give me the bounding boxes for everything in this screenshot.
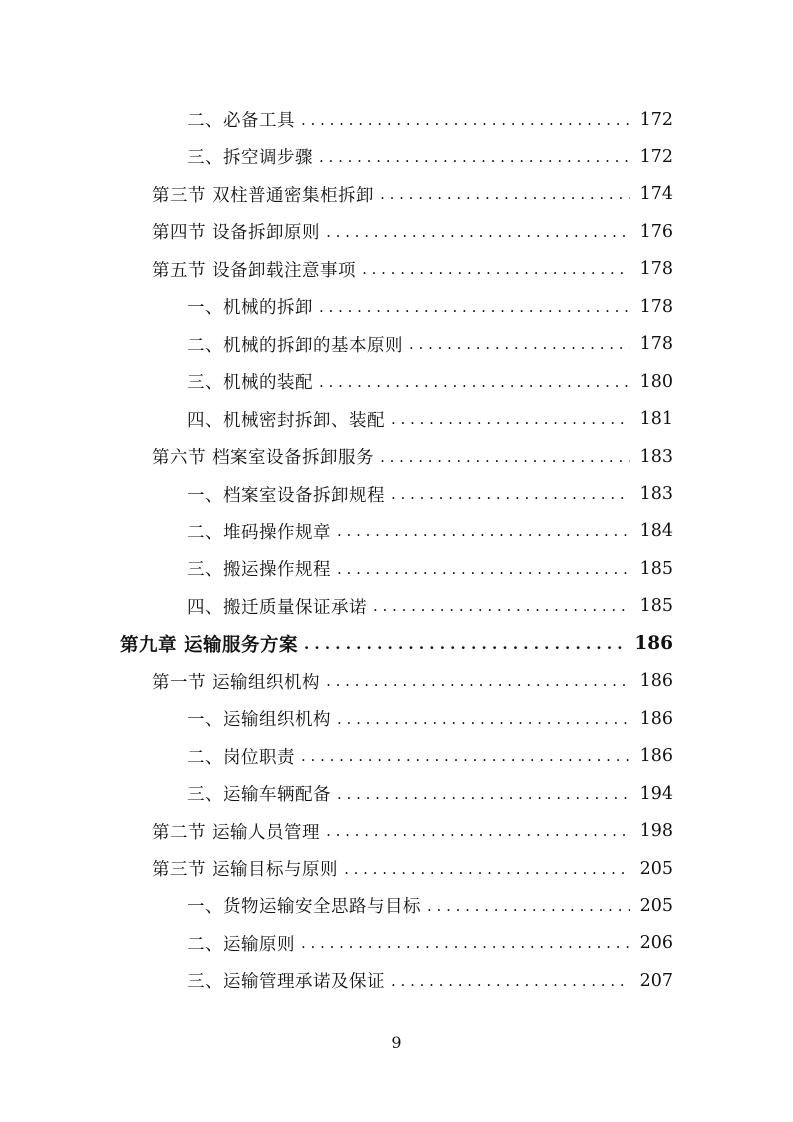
dot-leader xyxy=(337,522,630,540)
toc-entry-page: 178 xyxy=(639,259,673,280)
toc-entry-page: 194 xyxy=(639,783,673,804)
toc-chapter-entry[interactable] xyxy=(120,625,673,662)
toc-entry-page: 181 xyxy=(639,409,673,430)
toc-entry[interactable] xyxy=(152,176,673,213)
toc-entry-title: 第五节 设备卸载注意事项 xyxy=(152,260,357,281)
dot-leader xyxy=(380,185,630,203)
toc-entry[interactable] xyxy=(187,363,673,400)
toc-entry[interactable] xyxy=(152,438,673,475)
toc-entry[interactable] xyxy=(187,700,673,737)
toc-entry-page: 178 xyxy=(639,334,673,355)
dot-leader xyxy=(301,111,630,129)
toc-entry-title: 一、机械的拆卸 xyxy=(187,298,313,319)
toc-entry-title: 二、必备工具 xyxy=(187,111,295,131)
dot-leader xyxy=(391,410,630,428)
toc-entry-title: 第一节 运输组织机构 xyxy=(152,672,321,693)
toc-entry[interactable] xyxy=(187,588,673,625)
toc-entry[interactable] xyxy=(187,476,673,513)
toc-entry-title: 第三节 双柱普通密集柜拆卸 xyxy=(152,185,375,206)
toc-entry[interactable] xyxy=(187,326,673,363)
toc-entry[interactable] xyxy=(187,101,673,138)
toc-entry-title: 第六节 档案室设备拆卸服务 xyxy=(152,448,375,469)
toc-entry[interactable] xyxy=(187,288,673,325)
dot-leader xyxy=(326,672,630,690)
dot-leader xyxy=(326,822,630,840)
toc-entry-page: 205 xyxy=(639,895,673,916)
toc-entry-title: 第二节 运输人员管理 xyxy=(152,822,321,843)
toc-entry-page: 206 xyxy=(639,933,673,954)
toc-entry[interactable] xyxy=(152,813,673,850)
dot-leader xyxy=(427,897,630,915)
toc-entry-page: 186 xyxy=(634,633,673,655)
toc-entry-title: 三、机械的装配 xyxy=(187,373,313,394)
toc-entry-title: 一、运输组织机构 xyxy=(187,710,331,731)
toc-entry-page: 186 xyxy=(639,746,673,767)
toc-entry-title: 第三节 运输目标与原则 xyxy=(152,860,339,880)
toc-entry-title: 二、机械的拆卸的基本原则 xyxy=(187,335,403,356)
toc-entry-page: 186 xyxy=(639,671,673,692)
toc-entry-page: 183 xyxy=(639,484,673,504)
toc-entry[interactable] xyxy=(187,738,673,775)
dot-leader xyxy=(319,298,630,316)
toc-entry-title: 三、拆空调步骤 xyxy=(187,148,313,169)
dot-leader xyxy=(337,710,630,728)
dot-leader xyxy=(326,223,630,241)
page-number: 9 xyxy=(391,1033,402,1052)
dot-leader xyxy=(301,747,630,765)
dot-leader xyxy=(301,934,630,952)
toc-entry[interactable] xyxy=(187,138,673,175)
toc-entry-page: 198 xyxy=(639,821,673,842)
dot-leader xyxy=(391,485,630,503)
dot-leader xyxy=(337,560,630,578)
toc-entry[interactable] xyxy=(187,925,673,962)
toc-entry-page: 180 xyxy=(639,371,673,392)
dot-leader xyxy=(304,635,624,653)
toc-entry-page: 185 xyxy=(639,558,673,579)
toc-entry[interactable] xyxy=(152,213,673,250)
dot-leader xyxy=(319,373,630,391)
toc-entry-title: 三、运输车辆配备 xyxy=(187,785,331,806)
toc-entry-page: 174 xyxy=(639,184,673,205)
toc-entry-title: 第九章 运输服务方案 xyxy=(120,634,298,656)
toc-entry-title: 四、机械密封拆卸、装配 xyxy=(187,410,385,431)
toc-entry-title: 一、货物运输安全思路与目标 xyxy=(187,897,421,918)
toc-entry-page: 205 xyxy=(639,858,673,879)
toc-entry-title: 三、搬运操作规程 xyxy=(187,560,331,581)
toc-entry-page: 183 xyxy=(639,446,673,467)
toc-entry[interactable] xyxy=(187,887,673,924)
toc-entry[interactable] xyxy=(187,775,673,812)
toc-entry[interactable] xyxy=(187,962,673,999)
toc-entry-page: 178 xyxy=(639,296,673,317)
toc-entry-page: 172 xyxy=(639,146,673,167)
toc-entry[interactable] xyxy=(152,850,673,887)
toc-entry[interactable] xyxy=(187,401,673,438)
toc-entry-title: 二、堆码操作规章 xyxy=(187,522,331,543)
toc-entry[interactable] xyxy=(152,251,673,288)
toc-entry-title: 二、岗位职责 xyxy=(187,747,295,768)
toc-entry[interactable] xyxy=(187,513,673,550)
toc-entry-title: 一、档案室设备拆卸规程 xyxy=(187,485,385,506)
toc-entry-page: 207 xyxy=(639,970,673,991)
dot-leader xyxy=(337,785,630,803)
dot-leader xyxy=(380,448,630,466)
toc-entry-title: 二、运输原则 xyxy=(187,934,295,955)
dot-leader xyxy=(409,335,630,353)
dot-leader xyxy=(344,860,630,878)
dot-leader xyxy=(391,972,630,990)
toc-entry-title: 第四节 设备拆卸原则 xyxy=(152,223,321,244)
toc-entry-page: 184 xyxy=(639,521,673,542)
toc-entry-page: 172 xyxy=(639,109,673,130)
toc-entry[interactable] xyxy=(152,663,673,700)
dot-leader xyxy=(362,260,630,278)
toc-entry-title: 三、运输管理承诺及保证 xyxy=(187,972,385,993)
toc-entry-page: 176 xyxy=(639,221,673,242)
toc-entry[interactable] xyxy=(187,550,673,587)
dot-leader xyxy=(319,148,630,166)
toc-entry-page: 185 xyxy=(639,596,673,617)
dot-leader xyxy=(373,597,630,615)
toc-entry-title: 四、搬迁质量保证承诺 xyxy=(187,597,367,618)
toc-entry-page: 186 xyxy=(639,708,673,729)
